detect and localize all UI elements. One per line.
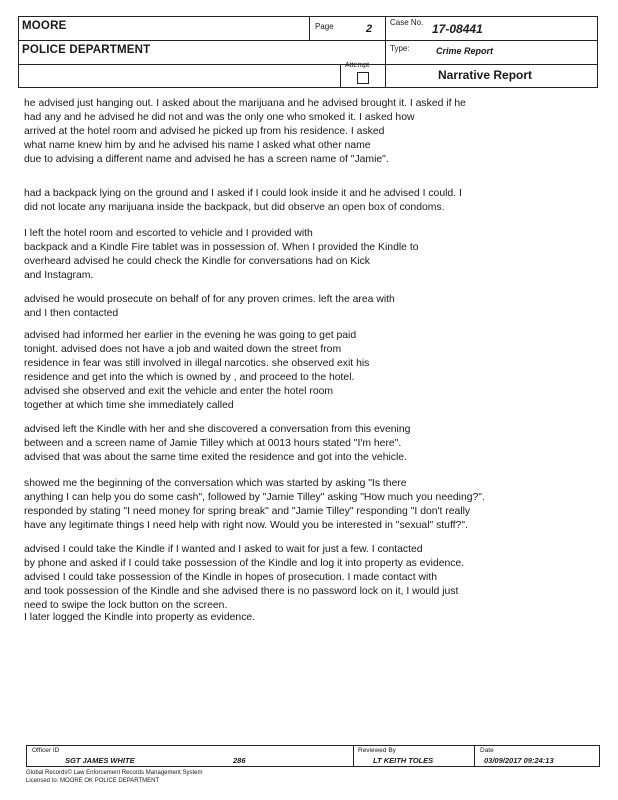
officer-name: SGT JAMES WHITE bbox=[65, 756, 135, 765]
reviewed-label: Reviewed By bbox=[358, 747, 396, 754]
narrative-line: tonight. advised does not have a job and waited down the street from bbox=[24, 344, 342, 355]
narrative-line: by phone and asked if I could take possession of the Kindle and log it into property as evidence. bbox=[24, 558, 465, 569]
agency-line-1: MOORE bbox=[22, 20, 67, 32]
narrative-line: advised that was about the same time exited the residence and got into the vehicle. bbox=[24, 452, 407, 463]
reviewed-by: LT KEITH TOLES bbox=[373, 756, 434, 765]
narrative-line: advised I could take the Kindle if I wanted and I asked to wait for just a few. I contacted bbox=[24, 544, 423, 555]
narrative-line: have any legitimate things I need help with right now. Would you be interested in "sexual" stuff?". bbox=[24, 520, 468, 531]
page-label: Page bbox=[315, 22, 334, 31]
system-line: Global Records© Law Enforcement Records Management System bbox=[26, 770, 203, 776]
officer-label: Officer ID bbox=[32, 747, 60, 754]
page-number: 2 bbox=[366, 23, 373, 35]
narrative-line: advised left the Kindle with her and she discovered a conversation from this evening bbox=[24, 424, 411, 435]
type-label: Type: bbox=[390, 44, 410, 53]
narrative-line: had any and he advised he did not and was the only one who smoked it. I asked how bbox=[24, 112, 415, 123]
date-label: Date bbox=[480, 747, 494, 754]
header-hline-2 bbox=[18, 64, 598, 65]
narrative-line: did not locate any marijuana inside the backpack, but did observe an open box of condoms. bbox=[24, 202, 445, 213]
attempt-label: Attempt bbox=[345, 62, 370, 69]
agency-line-2: POLICE DEPARTMENT bbox=[22, 44, 151, 56]
narrative-line: had a backpack lying on the ground and I asked if I could look inside it and he advised I could. I bbox=[24, 188, 462, 199]
narrative-line: residence and get into the which is owned by , and proceed to the hotel. bbox=[24, 372, 355, 383]
narrative-line: advised had informed her earlier in the evening he was going to get paid bbox=[24, 330, 357, 341]
narrative-line: what name knew him by and he advised his name I asked what other name bbox=[24, 140, 371, 151]
narrative-line: showed me the beginning of the conversation which was started by asking "Is there bbox=[24, 478, 407, 489]
case-no-label: Case No. bbox=[390, 18, 424, 27]
header-vline-2 bbox=[385, 16, 386, 64]
narrative-line: and Instagram. bbox=[24, 270, 94, 281]
report-title: Narrative Report bbox=[438, 68, 533, 82]
date-value: 03/09/2017 09:24:13 bbox=[484, 756, 554, 765]
narrative-line: and took possession of the Kindle and she advised there is no password lock on it, I would just bbox=[24, 586, 459, 597]
narrative-line: advised he would prosecute on behalf of for any proven crimes. left the area with bbox=[24, 294, 395, 305]
narrative-line: I later logged the Kindle into property as evidence. bbox=[24, 612, 256, 623]
narrative-line: between and a screen name of Jamie Tilley which at 0013 hours stated "I'm here". bbox=[24, 438, 402, 449]
license-line: Licensed to: MOORE OK POLICE DEPARTMENT bbox=[26, 778, 160, 784]
footer-vline-2 bbox=[474, 745, 475, 767]
footer-vline-1 bbox=[353, 745, 354, 767]
case-number: 17-08441 bbox=[432, 22, 483, 36]
narrative-line: responded by stating "I need money for spring break" and "Jamie Tilley" responding "I don't really bbox=[24, 506, 471, 517]
narrative-line: I left the hotel room and escorted to vehicle and I provided with bbox=[24, 228, 313, 239]
header-vline-4 bbox=[385, 64, 386, 88]
narrative-line: advised I could take possession of the Kindle in hopes of prosecution. I made contact with bbox=[24, 572, 437, 583]
narrative-line: due to advising a different name and advised he has a screen name of "Jamie". bbox=[24, 154, 389, 165]
narrative-line: arrived at the hotel room and advised he picked up from his residence. I asked bbox=[24, 126, 385, 137]
narrative-line: overheard advised he could check the Kindle for conversations had on Kick bbox=[24, 256, 370, 267]
narrative-line: he advised just hanging out. I asked about the marijuana and he advised brought it. I asked if he bbox=[24, 98, 466, 109]
narrative-line: residence in fear was still involved in illegal narcotics. she observed exit his bbox=[24, 358, 370, 369]
header-hline-1 bbox=[18, 40, 598, 41]
narrative-line: and I then contacted bbox=[24, 308, 119, 319]
attempt-checkbox[interactable] bbox=[357, 72, 369, 84]
narrative-line: together at which time she immediately called bbox=[24, 400, 234, 411]
narrative-line: need to swipe the lock button on the screen. bbox=[24, 600, 228, 611]
narrative-line: backpack and a Kindle Fire tablet was in possession of. When I provided the Kindle to bbox=[24, 242, 419, 253]
type-value: Crime Report bbox=[436, 46, 494, 56]
officer-id: 286 bbox=[233, 756, 246, 765]
narrative-line: anything I can help you do some cash", followed by "Jamie Tilley" asking "How much you needing?". bbox=[24, 492, 485, 503]
narrative-line: advised she observed and exit the vehicle and enter the hotel room bbox=[24, 386, 334, 397]
header-vline-1 bbox=[309, 16, 310, 40]
header-vline-3 bbox=[340, 64, 341, 88]
